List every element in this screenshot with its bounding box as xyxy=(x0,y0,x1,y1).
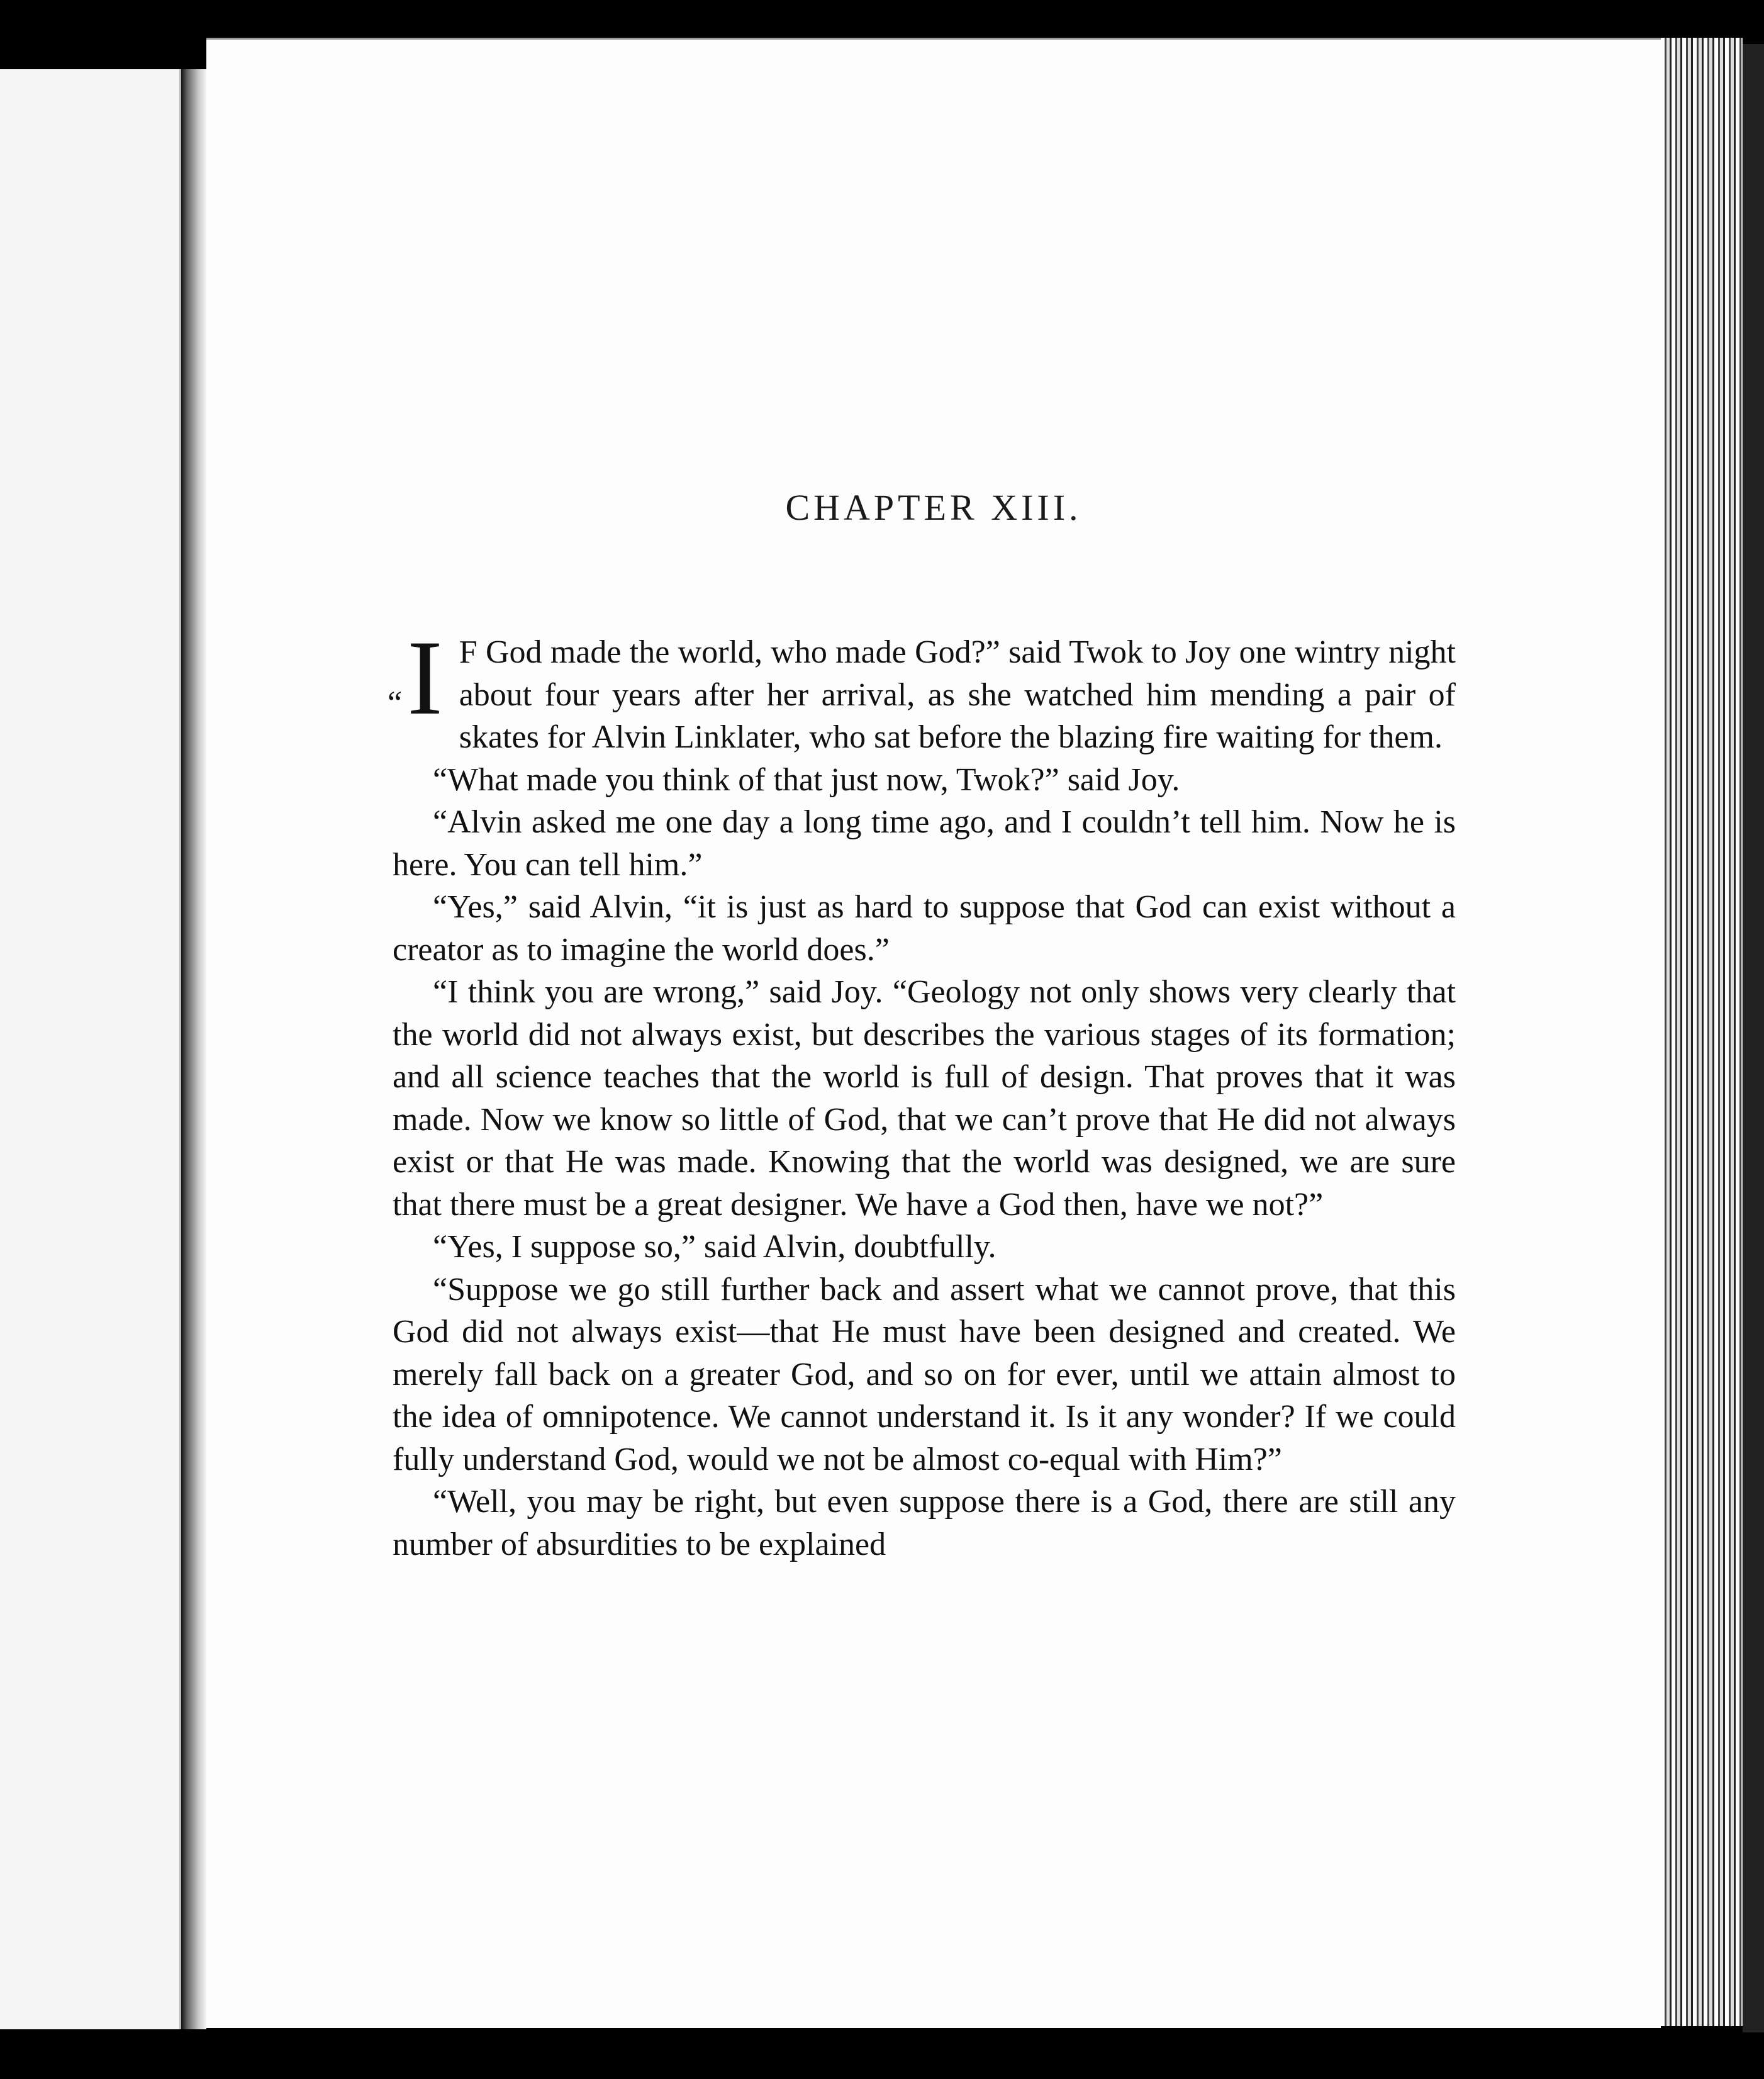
drop-cap-letter: I xyxy=(407,619,443,737)
paragraph-1-text: F God made the world, who made God?” said Twok to Joy one wintry night about four years after her arrival, as she watched him mending a pair of skates for Alvin Linklater, who sat before the blazing fire waiting for them. xyxy=(459,634,1456,755)
paragraph-8: “Well, you may be right, but even suppose there is a God, there are still any number of absurdities to be explained xyxy=(393,1484,1456,1562)
paragraph-1 xyxy=(388,619,1456,759)
chapter-title: CHAPTER XIII. xyxy=(785,487,1082,528)
right-page xyxy=(206,38,1661,2028)
drop-cap xyxy=(388,619,443,748)
opening-quote: “ xyxy=(388,685,403,721)
book-gutter xyxy=(181,69,206,2029)
page-edges xyxy=(1661,38,1743,2026)
chapter-body xyxy=(388,619,1456,1566)
paragraph-6: “Yes, I suppose so,” said Alvin, doubtfully. xyxy=(433,1229,996,1265)
book-cover-edge xyxy=(1743,44,1764,2032)
left-page xyxy=(0,69,181,2029)
paragraph-4: “Yes,” said Alvin, “it is just as hard to suppose that God can exist without a creator as to imagine the world does.” xyxy=(393,889,1456,968)
paragraph-2: “What made you think of that just now, Twok?” said Joy. xyxy=(433,761,1180,798)
paragraph-7: “Suppose we go still further back and assert what we cannot prove, that this God did not always exist—that He must have been designed and created. We merely fall back on a greater God, and so on for ever, until we attain almost to the idea of omnipotence. We cannot understand it. Is it any wonder? If we could fully understand God, would we not be almost co-equal with Him?” xyxy=(393,1271,1456,1477)
paragraph-5: “I think you are wrong,” said Joy. “Geology not only shows very clearly that the world did not always exist, but describes the various stages of its formation; and all science teaches that the world is full of design. That proves that it was made. Now we know so little of God, that we can’t prove that He did not always exist or that He was made. Knowing that the world was designed, we are sure that there must be a great designer. We have a God then, have we not?” xyxy=(393,974,1456,1223)
paragraph-3: “Alvin asked me one day a long time ago, and I couldn’t tell him. Now he is here. You can tell him.” xyxy=(393,804,1456,883)
